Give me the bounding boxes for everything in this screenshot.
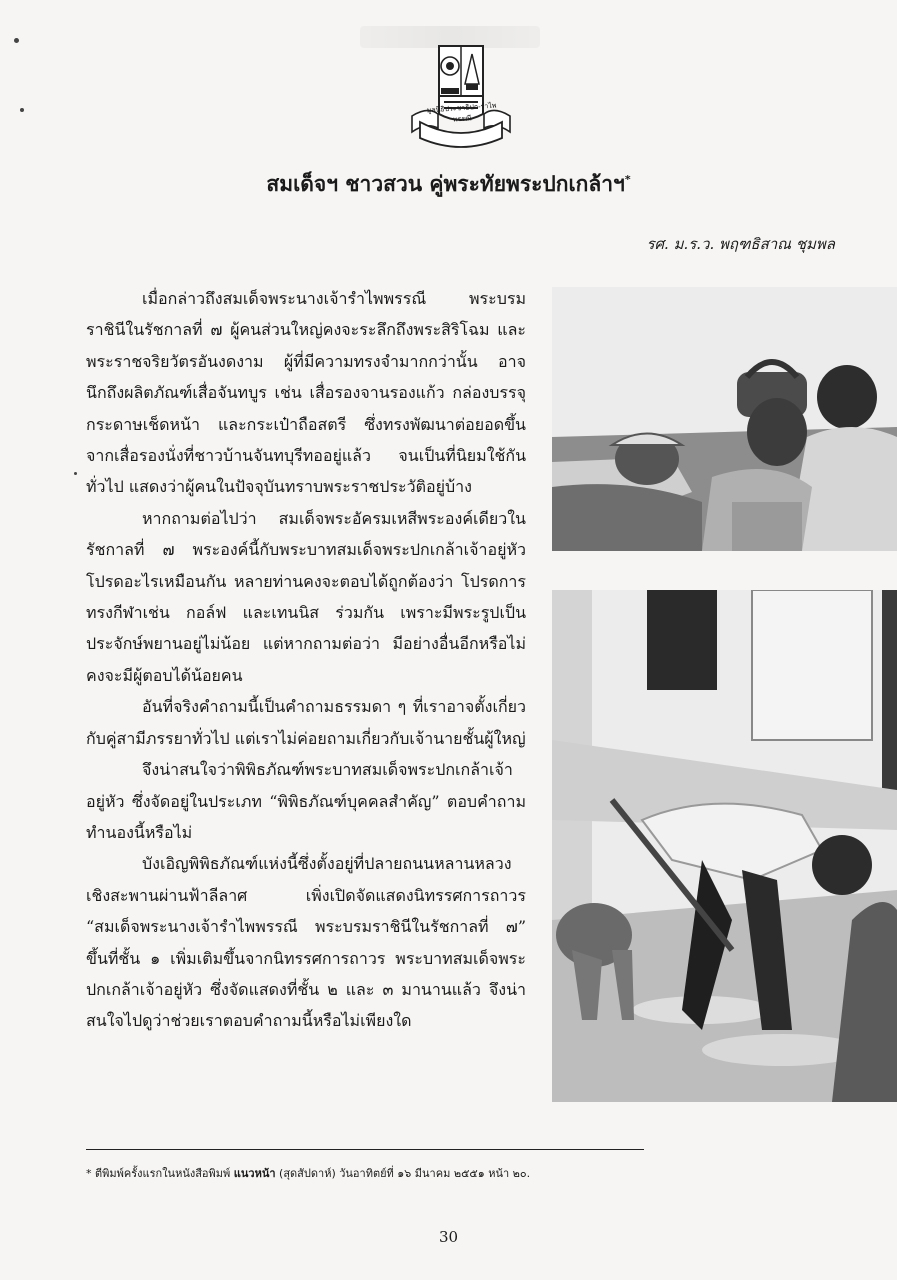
photo-man-with-dog-image xyxy=(552,590,897,1102)
scan-speck xyxy=(20,108,24,112)
article-body xyxy=(86,283,526,1037)
scan-speck xyxy=(14,38,19,43)
page-number: 30 xyxy=(438,1228,459,1246)
footnote-suffix: (สุดสัปดาห์) วันอาทิตย์ที่ ๑๖ มีนาคม ๒๕๕๑ หน้า ๒๐. xyxy=(275,1167,531,1180)
footnote-prefix: * ตีพิมพ์ครั้งแรกในหนังสือพิมพ์ xyxy=(86,1167,234,1180)
title-footnote-mark: * xyxy=(624,173,631,186)
paragraph-4: จึงน่าสนใจว่าพิพิธภัณฑ์พระบาทสมเด็จพระปกเกล้าเจ้าอยู่หัว ซึ่งจัดอยู่ในประเภท “พิพิธภัณฑ์บุคคลสำคัญ” ตอบคำถามทำนองนี้หรือไม่ xyxy=(86,760,526,842)
emblem-ribbon-text: มูลนิธิประชาธิปก-รำไพพรรณี xyxy=(426,101,497,124)
scan-speck xyxy=(74,472,77,475)
article-title-text: สมเด็จฯ ชาวสวน คู่พระทัยพระปกเกล้าฯ xyxy=(266,172,625,196)
photo-couple-outdoors xyxy=(552,287,897,551)
paragraph-1: เมื่อกล่าวถึงสมเด็จพระนางเจ้ารำไพพรรณี พระบรมราชินีในรัชกาลที่ ๗ ผู้คนส่วนใหญ่คงจะระลึกถึงพระสิริโฉม และพระราชจริยวัตรอันงดงาม ผู้ที่มีความทรงจำมากกว่านั้น อาจนึกถึงผลิตภัณฑ์เสื่อจันทบูร เช่น เสื่อรองจานรองแก้ว กล่องบรรจุกระดาษเช็ดหน้า และกระเป๋าถือสตรี ซึ่งทรงพัฒนาต่อยอดขึ้นจากเสื่อรองนั่งที่ชาวบ้านจันทบุรีทออยู่แล้ว จนเป็นที่นิยมใช้กันทั่วไป แสดงว่าผู้คนในปัจจุบันทราบพระราชประวัติอยู่บ้าง xyxy=(86,289,526,497)
photo-couple-outdoors-image xyxy=(552,287,897,551)
footnote xyxy=(86,1164,726,1182)
footnote-divider xyxy=(86,1149,644,1150)
paragraph-2: หากถามต่อไปว่า สมเด็จพระอัครมเหสีพระองค์เดียวในรัชกาลที่ ๗ พระองค์นี้กับพระบาทสมเด็จพระปกเกล้าเจ้าอยู่หัวโปรดอะไรเหมือนกัน หลายท่านคงจะตอบได้ถูกต้องว่า โปรดการทรงกีฬาเช่น กอล์ฟ และเทนนิส ร่วมกัน เพราะมีพระรูปเป็นประจักษ์พยานอยู่ไม่น้อย แต่หากถามต่อว่า มีอย่างอื่นอีกหรือไม่คงจะมีผู้ตอบได้น้อยคน xyxy=(86,508,526,685)
footnote-publication: แนวหน้า xyxy=(233,1167,276,1180)
foundation-emblem-icon xyxy=(408,44,514,152)
article-author: รศ. ม.ร.ว. พฤฑธิสาณ ชุมพล xyxy=(646,235,835,253)
photo-man-with-dog xyxy=(552,590,897,1102)
paragraph-5: บังเอิญพิพิธภัณฑ์แห่งนี้ซึ่งตั้งอยู่ที่ปลายถนนหลานหลวงเชิงสะพานผ่านฟ้าลีลาศ เพิ่งเปิดจัดแสดงนิทรรศการถาวร “สมเด็จพระนางเจ้ารำไพพรรณี พระบรมราชินีในรัชกาลที่ ๗” ขึ้นที่ชั้น ๑ เพิ่มเติมขึ้นจากนิทรรศการถาวร พระบาทสมเด็จพระปกเกล้าเจ้าอยู่หัว ซึ่งจัดแสดงที่ชั้น ๒ และ ๓ มานานแล้ว จึงน่าสนใจไปดูว่าช่วยเราตอบคำถามนี้หรือไม่เพียงใด xyxy=(86,854,526,1031)
article-title xyxy=(0,168,897,201)
paragraph-3: อันที่จริงคำถามนี้เป็นคำถามธรรมดา ๆ ที่เราอาจตั้งเกี่ยวกับคู่สามีภรรยาทั่วไป แต่เราไม่ค่อยถามเกี่ยวกับเจ้านายชั้นผู้ใหญ่ xyxy=(86,697,526,748)
